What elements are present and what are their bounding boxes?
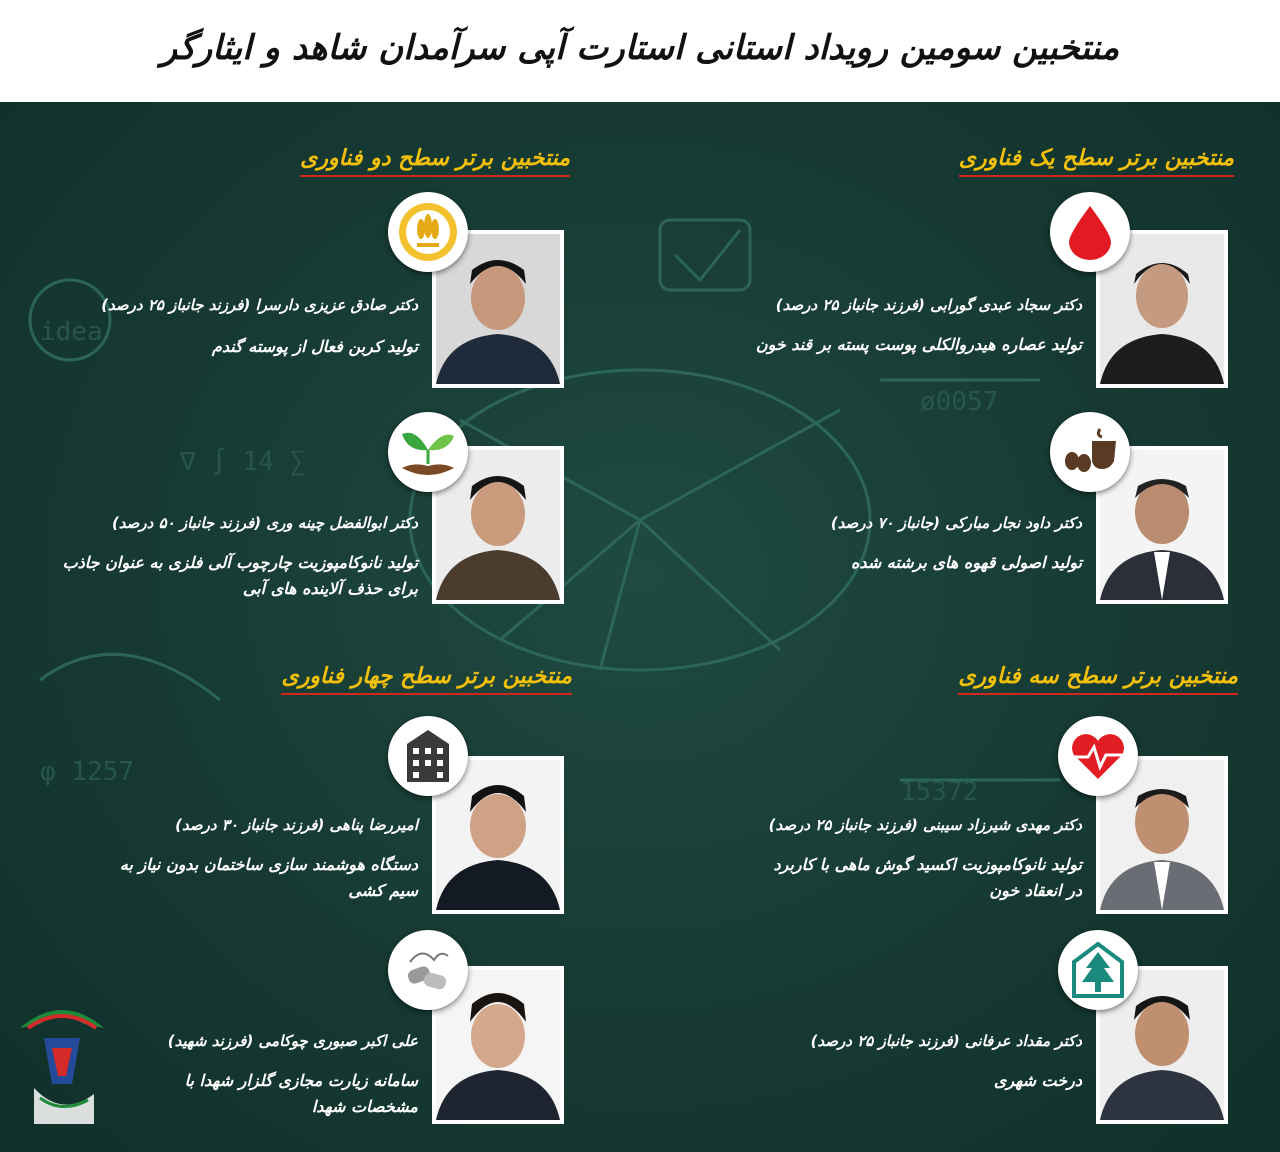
svg-text:ø0057: ø0057: [920, 387, 999, 417]
svg-text:15372: 15372: [900, 777, 979, 807]
svg-text:∇ ∫ 14 ∑: ∇ ∫ 14 ∑: [180, 447, 306, 477]
blood-drop-icon: [1050, 192, 1130, 272]
svg-text:φ 1257: φ 1257: [40, 757, 134, 787]
tree-icon: [1058, 930, 1138, 1010]
person-description: سامانه زیارت مجازی گلزار شهدا با مشخصات شهدا: [184, 1071, 418, 1116]
dog-tags-icon: [388, 930, 468, 1010]
person-description: دستگاه هوشمند سازی ساختمان بدون نیاز به سیم کشی: [119, 855, 418, 900]
person-description: تولید اصولی قهوه های برشته شده: [851, 553, 1082, 572]
person-description: تولید نانوکامپوزیت چارچوب آلی فلزی به عنوان جاذب برای حذف آلاینده های آبی: [62, 553, 418, 598]
person-name: امیررضا پناهی (فرزند جانباز ۳۰ درصد): [175, 816, 418, 834]
section-title-level1: منتخبین برتر سطح یک فناوری: [959, 146, 1234, 177]
person-name: دکتر ابوالفضل چینه وری (فرزند جانباز ۵۰ درصد): [111, 514, 418, 532]
svg-text:idea: idea: [40, 317, 103, 347]
section-title-level2: منتخبین برتر سطح دو فناوری: [300, 146, 570, 177]
person-description: تولید نانوکامپوزیت اکسید گوش ماهی با کاربرد در انعقاد خون: [773, 855, 1082, 900]
person-name: دکتر داود نجار مبارکی (جانباز ۷۰ درصد): [830, 514, 1082, 532]
person-name: دکتر سجاد عبدی گورابی (فرزند جانباز ۲۵ درصد): [775, 296, 1082, 314]
section-title-level3: منتخبین برتر سطح سه فناوری: [958, 664, 1238, 695]
organization-logo: [14, 998, 110, 1130]
building-icon: [388, 716, 468, 796]
person-description: درخت شهری: [993, 1071, 1082, 1090]
person-name: دکتر مقداد عرفانی (فرزند جانباز ۲۵ درصد): [810, 1032, 1082, 1050]
page-title: منتخبین سومین رویداد استانی استارت آپی سرآمدان شاهد و ایثارگر: [160, 28, 1120, 68]
heart-pulse-icon: [1058, 716, 1138, 796]
plant-hand-icon: [388, 412, 468, 492]
section-title-level4: منتخبین برتر سطح چهار فناوری: [281, 664, 572, 695]
wheat-icon: [388, 192, 468, 272]
person-name: علی اکبر صبوری چوکامی (فرزند شهید): [167, 1032, 418, 1050]
person-name: دکتر مهدی شیرزاد سیبنی (فرزند جانباز ۲۵ درصد): [768, 816, 1082, 834]
coffee-icon: [1050, 412, 1130, 492]
person-name: دکتر صادق عزیزی دارسرا (فرزند جانباز ۲۵ درصد): [101, 296, 418, 314]
person-description: تولید کربن فعال از پوسته گندم: [211, 337, 418, 356]
person-description: تولید عصاره هیدروالکلی پوست پسته بر قند خون: [755, 335, 1082, 354]
